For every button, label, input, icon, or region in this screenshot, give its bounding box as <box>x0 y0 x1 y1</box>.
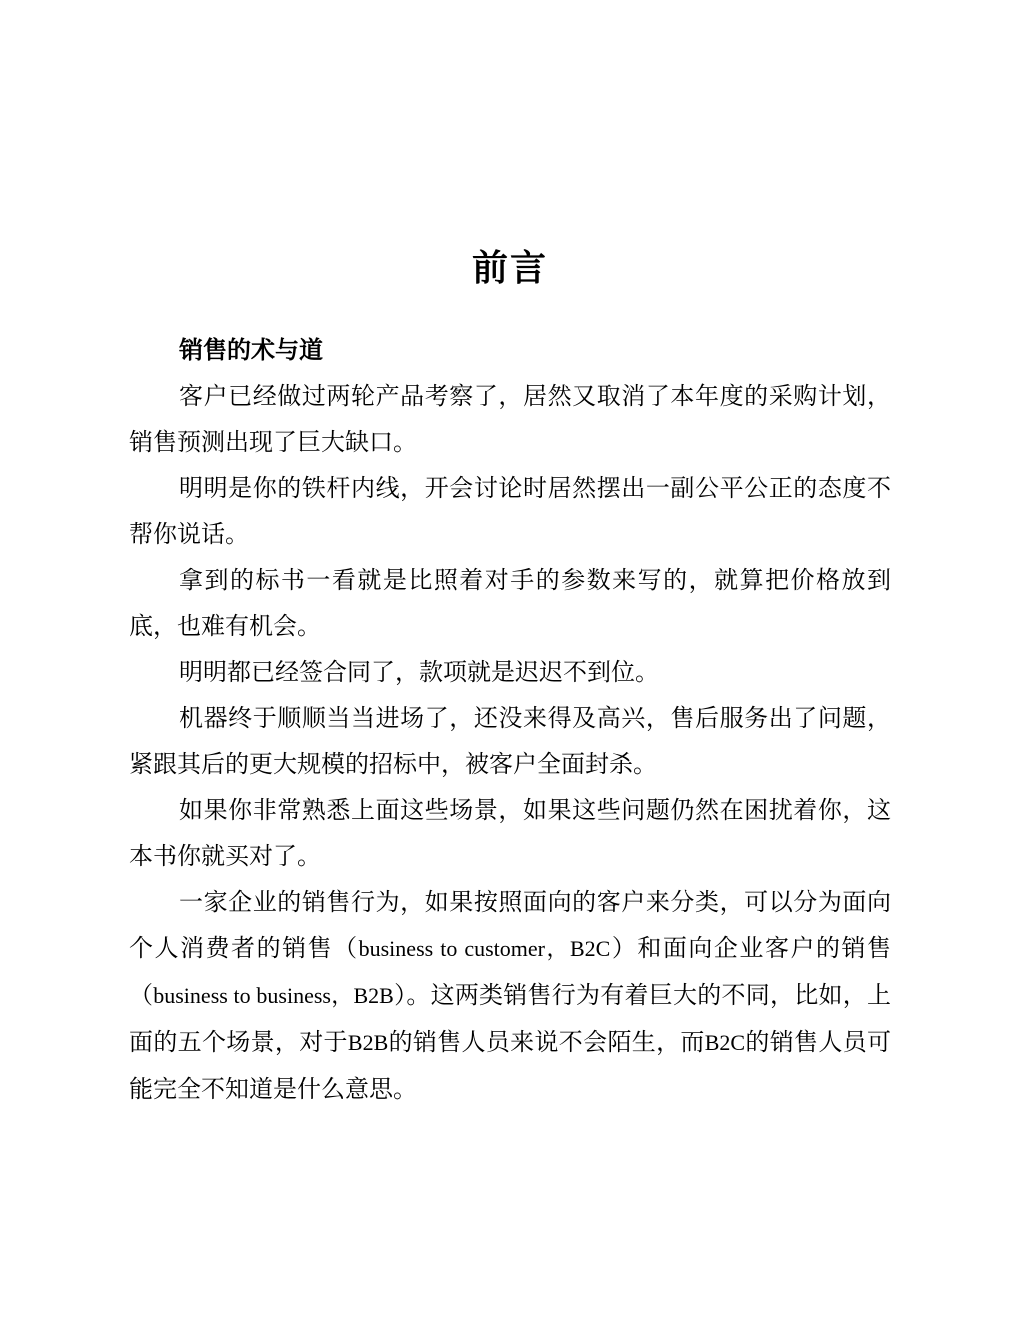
term-b2b-definition: business to business，B2B <box>153 983 394 1008</box>
page-title: 前言 <box>471 248 548 289</box>
paragraph-7-part2: ）和面向企业客户的销售（ <box>129 934 891 1009</box>
body-text <box>129 327 891 1112</box>
paragraph-7-part5: 的销售人员可能完全不知道是什么意思。 <box>129 1028 892 1103</box>
paragraph-3: 拿到的标书一看就是比照着对手的参数来写的，就算把价格放到底，也难有机会。 <box>129 566 891 640</box>
paragraph-7-part4: 的销售人员来说不会陌生，而 <box>388 1028 705 1056</box>
term-b2c-definition: business to customer，B2C <box>358 936 611 961</box>
paragraph-5: 机器终于顺顺当当进场了，还没来得及高兴，售后服务出了问题，紧跟其后的更大规模的招标中，被客户全面封杀。 <box>129 704 891 778</box>
term-b2b: B2B <box>347 1030 389 1055</box>
paragraph-4: 明明都已经签合同了，款项就是迟迟不到位。 <box>179 658 659 686</box>
paragraph-1: 客户已经做过两轮产品考察了，居然又取消了本年度的采购计划，销售预测出现了巨大缺口。 <box>129 382 891 456</box>
term-b2c: B2C <box>704 1030 746 1055</box>
paragraph-7-part1: 一家企业的销售行为，如果按照面向的客户来分类，可以分为面向个人消费者的销售（ <box>129 888 891 962</box>
section-subtitle: 销售的术与道 <box>179 336 323 364</box>
paragraph-7 <box>129 879 891 1112</box>
paragraph-7-part3: ）。这两类销售行为有着巨大的不同，比如，上面的五个场景，对于 <box>129 981 892 1056</box>
paragraph-2: 明明是你的铁杆内线，开会讨论时居然摆出一副公平公正的态度不帮你说话。 <box>129 474 891 548</box>
paragraph-6: 如果你非常熟悉上面这些场景，如果这些问题仍然在困扰着你，这本书你就买对了。 <box>129 796 891 870</box>
